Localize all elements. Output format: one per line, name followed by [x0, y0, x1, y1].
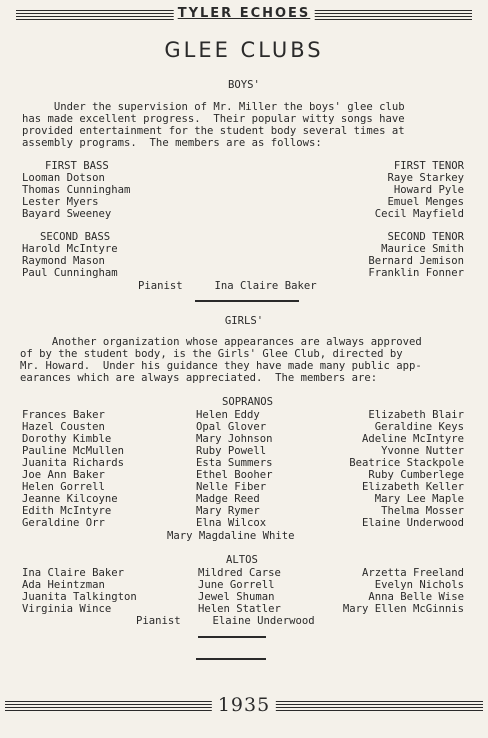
soprano-member: Helen Eddy	[196, 409, 260, 421]
soprano-member: Elizabeth Blair	[368, 409, 464, 421]
footer	[5, 694, 483, 718]
footer-year: 1935	[212, 694, 276, 716]
first-tenor-member: Emuel Menges	[387, 196, 464, 208]
masthead-title: TYLER ECHOES	[174, 6, 315, 21]
soprano-member: Elaine Underwood	[361, 517, 464, 529]
first-bass-member: Thomas Cunningham	[22, 184, 131, 196]
first-bass-member: Looman Dotson	[22, 172, 105, 184]
soprano-member: Elizabeth Keller	[361, 481, 464, 493]
page-title: GLEE CLUBS	[164, 38, 324, 62]
second-bass-member: Paul Cunningham	[22, 267, 118, 279]
soprano-member: Helen Gorrell	[22, 481, 105, 493]
boys-heading: BOYS'	[228, 79, 260, 91]
soprano-member: Geraldine Orr	[22, 517, 105, 529]
soprano-member: Elna Wilcox	[196, 517, 267, 529]
soprano-member: Ruby Powell	[196, 445, 267, 457]
soprano-member: Esta Summers	[196, 457, 273, 469]
soprano-member: Juanita Richards	[22, 457, 125, 469]
second-bass-member: Raymond Mason	[22, 255, 105, 267]
soprano-member: Ethel Booher	[196, 469, 273, 481]
girls-paragraph-line: earances which are always appreciated. The members are:	[20, 372, 378, 384]
alto-member: Juanita Talkington	[22, 591, 137, 603]
soprano-member: Adeline McIntyre	[361, 433, 464, 445]
alto-member: Anna Belle Wise	[368, 591, 464, 603]
alto-member: Virginia Wince	[22, 603, 112, 615]
boys-paragraph-line: has made excellent progress. Their popular witty songs have	[22, 113, 405, 125]
soprano-member: Yvonne Nutter	[381, 445, 464, 457]
alto-member: June Gorrell	[198, 579, 275, 591]
soprano-member: Madge Reed	[196, 493, 260, 505]
section-divider	[195, 300, 299, 302]
alto-member: Arzetta Freeland	[361, 567, 464, 579]
second-tenor-member: Bernard Jemison	[368, 255, 464, 267]
second-tenor-member: Franklin Fonner	[368, 267, 464, 279]
alto-member: Helen Statler	[198, 603, 281, 615]
soprano-member: Mary Magdaline White	[167, 530, 295, 542]
altos-label: ALTOS	[226, 554, 258, 566]
alto-member: Mary Ellen McGinnis	[342, 603, 464, 615]
first-tenor-member: Cecil Mayfield	[374, 208, 464, 220]
second-bass-label: SECOND BASS	[40, 231, 111, 243]
girls-paragraph-line: Mr. Howard. Under his guidance they have made many public app-	[20, 360, 422, 372]
soprano-member: Jeanne Kilcoyne	[22, 493, 118, 505]
first-tenor-label: FIRST TENOR	[393, 160, 464, 172]
soprano-member: Nelle Fiber	[196, 481, 267, 493]
soprano-member: Beatrice Stackpole	[349, 457, 464, 469]
soprano-member: Frances Baker	[22, 409, 105, 421]
alto-member: Ada Heintzman	[22, 579, 105, 591]
boys-paragraph-line: Under the supervision of Mr. Miller the boys' glee club	[22, 101, 405, 113]
section-divider	[198, 636, 266, 638]
alto-member: Jewel Shuman	[198, 591, 275, 603]
first-tenor-member: Howard Pyle	[393, 184, 464, 196]
section-divider	[196, 658, 266, 660]
alto-member: Evelyn Nichols	[374, 579, 464, 591]
alto-member: Mildred Carse	[198, 567, 281, 579]
girls-paragraph-line: of by the student body, is the Girls' Glee Club, directed by	[20, 348, 403, 360]
second-tenor-member: Maurice Smith	[381, 243, 464, 255]
second-bass-member: Harold McIntyre	[22, 243, 118, 255]
soprano-member: Geraldine Keys	[374, 421, 464, 433]
second-tenor-label: SECOND TENOR	[387, 231, 464, 243]
boys-paragraph-line: provided entertainment for the student body several times at	[22, 125, 405, 137]
soprano-member: Mary Lee Maple	[374, 493, 464, 505]
girls-paragraph-line: Another organization whose appearances are always approved	[20, 336, 422, 348]
soprano-member: Mary Rymer	[196, 505, 260, 517]
soprano-member: Thelma Mosser	[381, 505, 464, 517]
soprano-member: Hazel Cousten	[22, 421, 105, 433]
alto-member: Ina Claire Baker	[22, 567, 125, 579]
first-tenor-member: Raye Starkey	[387, 172, 464, 184]
first-bass-member: Bayard Sweeney	[22, 208, 112, 220]
boys-pianist: Pianist Ina Claire Baker	[138, 280, 317, 292]
sopranos-label: SOPRANOS	[222, 396, 274, 408]
soprano-member: Edith McIntyre	[22, 505, 112, 517]
girls-pianist: Pianist Elaine Underwood	[136, 615, 315, 627]
soprano-member: Opal Glover	[196, 421, 267, 433]
soprano-member: Dorothy Kimble	[22, 433, 112, 445]
soprano-member: Mary Johnson	[196, 433, 273, 445]
soprano-member: Joe Ann Baker	[22, 469, 105, 481]
masthead	[16, 4, 472, 26]
girls-heading: GIRLS'	[224, 315, 264, 327]
soprano-member: Ruby Cumberlege	[368, 469, 464, 481]
first-bass-member: Lester Myers	[22, 196, 99, 208]
boys-paragraph-line: assembly programs. The members are as follows:	[22, 137, 322, 149]
first-bass-label: FIRST BASS	[45, 160, 109, 172]
soprano-member: Pauline McMullen	[22, 445, 125, 457]
